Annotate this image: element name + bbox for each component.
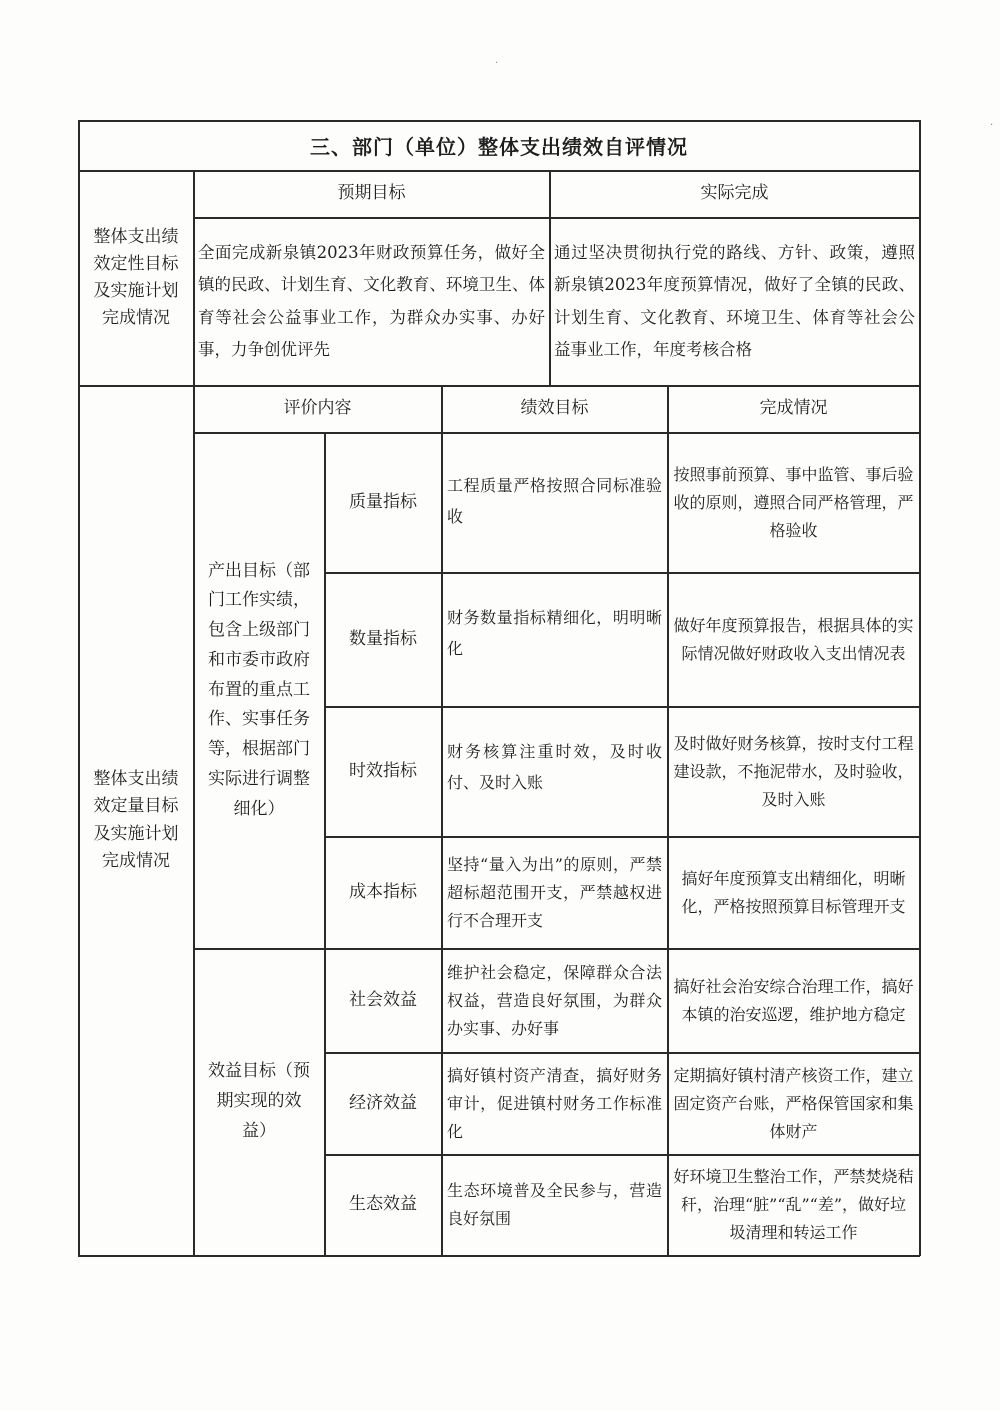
indicator-cost: 成本指标: [349, 881, 417, 902]
target-economic: 搞好镇村资产清查，搞好财务审计，促进镇村财务工作标准化: [447, 1065, 662, 1141]
target-timeliness: 财务核算注重时效，及时收付、及时入账: [447, 742, 662, 793]
indicator-economic: 经济效益: [349, 1092, 417, 1113]
indicator-timeliness: 时效指标: [349, 760, 417, 781]
actual-text: 通过坚决贯彻执行党的路线、方针、政策，遵照新泉镇2023年度预算情况，做好了全镇的民政、计划生育、文化教育、环境卫生、体育等社会公益事业工作，年度考核合格: [554, 243, 915, 359]
section-title: 三、部门（单位）整体支出绩效自评情况: [310, 135, 688, 159]
result-social: 搞好社会治安综合治理工作，搞好本镇的治安巡逻，维护地方稳定: [673, 976, 914, 1024]
target-cost: 坚持“量入为出”的原则，严禁超标超范围开支，严禁越权进行不合理开支: [447, 854, 662, 930]
result-economic: 定期搞好镇村清产核资工作，建立固定资产台账，严格保管国家和集体财产: [673, 1065, 914, 1141]
header-actual: 实际完成: [700, 183, 769, 204]
indicator-quantity: 数量指标: [349, 628, 417, 649]
target-social: 维护社会稳定，保障群众合法权益，营造良好氛围，为群众办实事、办好事: [447, 962, 662, 1038]
scan-mark: .: [495, 55, 499, 66]
quantitative-label: 整体支出绩效定量目标及实施计划完成情况: [93, 769, 179, 871]
scan-mark: ·: [990, 120, 994, 131]
benefit-group-name: 效益目标（预期实现的效益）: [208, 1061, 310, 1141]
indicator-quality: 质量指标: [349, 491, 417, 512]
qualitative-label: 整体支出绩效定性目标及实施计划完成情况: [93, 226, 179, 329]
result-quantity: 做好年度预算报告，根据具体的实际情况做好财政收入支出情况表: [673, 615, 914, 663]
header-content: 评价内容: [283, 398, 352, 419]
output-group-name: 产出目标（部门工作实绩，包含上级部门和市委市政府布置的重点工作、实事任务等，根据部门实际进行调整细化）: [208, 560, 310, 819]
target-quality: 工程质量严格按照合同标准验收: [447, 476, 662, 527]
indicator-ecological: 生态效益: [349, 1194, 417, 1215]
header-expected: 预期目标: [337, 183, 406, 204]
result-quality: 按照事前预算、事中监管、事后验收的原则，遵照合同严格管理，严格验收: [673, 464, 914, 540]
result-timeliness: 及时做好财务核算，按时支付工程建设款，不拖泥带水，及时验收，及时入账: [673, 733, 914, 809]
result-ecological: 好环境卫生整治工作，严禁焚烧秸秆，治理“脏”“乱”“差”，做好垃圾清理和转运工作: [673, 1167, 914, 1242]
expected-text: 全面完成新泉镇2023年财政预算任务，做好全镇的民政、计划生育、文化教育、环境卫生、体育等社会公益事业工作，为群众办实事、办好事，力争创优评先: [198, 243, 545, 359]
header-target: 绩效目标: [520, 398, 589, 419]
target-quantity: 财务数量指标精细化，明明晰化: [447, 608, 662, 659]
target-ecological: 生态环境普及全民参与，营造良好氛围: [447, 1181, 662, 1228]
result-cost: 搞好年度预算支出精细化，明晰化，严格按照预算目标管理开支: [681, 868, 906, 916]
header-result: 完成情况: [759, 398, 828, 419]
indicator-social: 社会效益: [349, 989, 417, 1010]
